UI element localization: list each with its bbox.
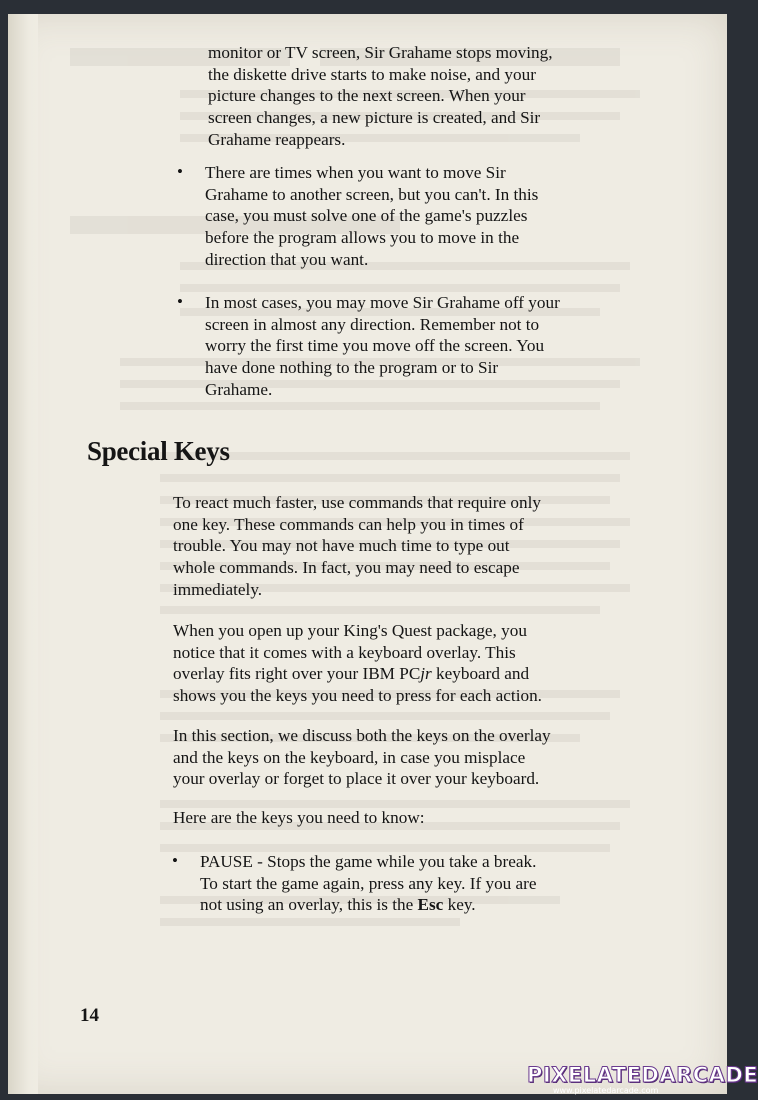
text-line: picture changes to the next screen. When your [208,86,526,106]
section-heading: Special Keys [87,436,230,466]
bullet-marker: • [177,292,183,311]
text-line: immediately. [173,579,263,599]
text-line: one key. These commands can help you in times of [173,514,524,534]
paragraph-keys-intro: Here are the keys you need to know: [173,808,425,827]
text-line [173,663,542,685]
text-line: In most cases, you may move Sir Grahame off your [205,293,560,312]
text-line: case, you must solve one of the game's puzzles [205,206,528,226]
text-line: notice that it comes with a keyboard overlay. This [173,642,516,662]
text-line: In this section, we discuss both the keys on the overlay [173,726,551,745]
text-line: screen in almost any direction. Remember not to [205,314,540,334]
text-line: worry the first time you move off the screen. You [205,336,545,356]
page-spine-shadow [8,14,38,1094]
text-line: trouble. You may not have much time to type out [173,536,510,556]
bullet-item-move-off-screen [205,292,560,401]
watermark-logo: PIXELATEDARCADE [527,1063,758,1087]
text-line [200,894,537,916]
paragraph-section-intro [173,725,551,790]
text-line: When you open up your King's Quest package, you [173,621,527,640]
paragraph-react-faster [173,492,541,601]
text-line: whole commands. In fact, you may need to escape [173,558,520,578]
text-line: shows you the keys you need to press for each action. [173,686,542,706]
text-line: screen changes, a new picture is created, and Sir [208,108,541,128]
text-segment-italic: jr [420,664,432,684]
text-segment: key. [443,895,476,915]
text-line: monitor or TV screen, Sir Grahame stops moving, [208,43,553,62]
text-line: your overlay or forget to place it over your keyboard. [173,769,540,789]
text-segment: not using an overlay, this is the [200,895,418,915]
text-line: the diskette drive starts to make noise, and your [208,64,536,84]
text-line: and the keys on the keyboard, in case you misplace [173,747,526,767]
bullet-item-pause [200,851,537,916]
esc-key-label: Esc [417,895,444,915]
bullet-marker: • [177,162,183,181]
page-number: 14 [80,1005,99,1026]
text-line: have done nothing to the program or to Sir [205,358,499,378]
text-line: There are times when you want to move Sir [205,163,506,182]
bullet-item-puzzles [205,162,538,271]
text-line: To start the game again, press any key. If you are [200,873,537,893]
text-line: direction that you want. [205,249,369,269]
paragraph-keyboard-overlay [173,620,542,707]
text-line: PAUSE - Stops the game while you take a break. [200,852,537,871]
text-line: To react much faster, use commands that require only [173,493,541,512]
bullet-marker: • [172,851,178,870]
continued-paragraph [208,42,553,151]
text-segment: overlay fits right over your IBM PC [173,664,421,684]
text-line: Grahame reappears. [208,129,346,149]
text-line: Grahame. [205,379,273,399]
text-line: before the program allows you to move in the [205,228,520,248]
text-line: Grahame to another screen, but you can't. In this [205,184,539,204]
watermark-url: www.pixelatedarcade.com [553,1086,659,1095]
text-segment: keyboard and [431,664,530,684]
